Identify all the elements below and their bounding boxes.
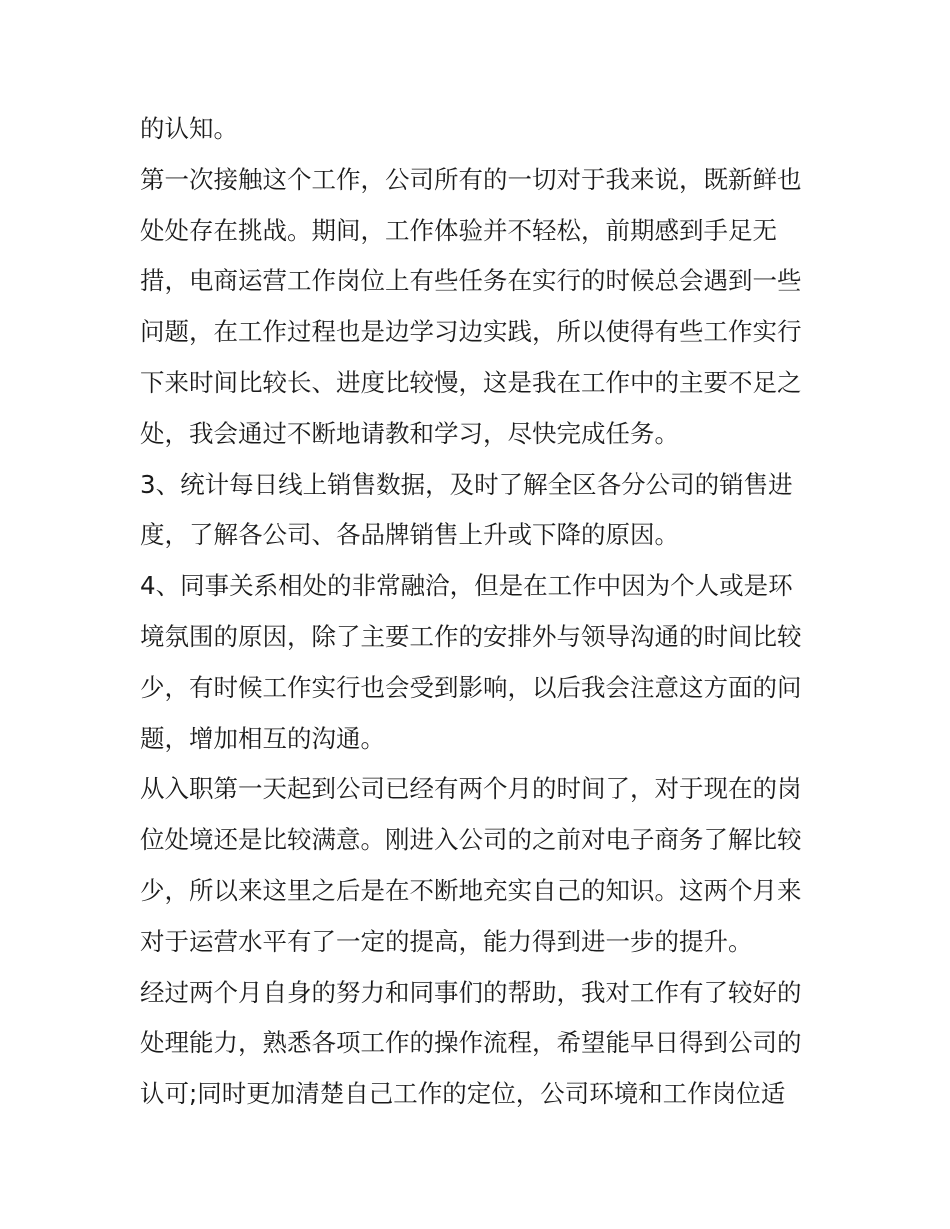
text-line: 少，有时候工作实行也会受到影响，以后我会注意这方面的问 bbox=[140, 672, 802, 702]
text-line: 第一次接触这个工作，公司所有的一切对于我来说，既新鲜也 bbox=[140, 164, 802, 194]
text-line: 度，了解各公司、各品牌销售上升或下降的原因。 bbox=[140, 520, 679, 550]
document-body bbox=[140, 104, 820, 1120]
text-line: 措，电商运营工作岗位上有些任务在实行的时候总会遇到一些 bbox=[140, 266, 802, 296]
text-line: 问题，在工作过程也是边学习边实践，所以使得有些工作实行 bbox=[140, 317, 802, 347]
text-line: 处，我会通过不断地请教和学习，尽快完成任务。 bbox=[140, 418, 679, 448]
text-line: 处理能力，熟悉各项工作的操作流程，希望能早日得到公司的 bbox=[140, 1028, 802, 1058]
text-line: 4、同事关系相处的非常融洽，但是在工作中因为个人或是环 bbox=[140, 571, 793, 601]
text-line: 处处存在挑战。期间，工作体验并不轻松，前期感到手足无 bbox=[140, 215, 777, 245]
text-line: 认可;同时更加清楚自己工作的定位，公司环境和工作岗位适 bbox=[140, 1079, 786, 1109]
text-line: 位处境还是比较满意。刚进入公司的之前对电子商务了解比较 bbox=[140, 825, 802, 855]
text-line: 境氛围的原因，除了主要工作的安排外与领导沟通的时间比较 bbox=[140, 621, 802, 651]
text-line: 对于运营水平有了一定的提高，能力得到进一步的提升。 bbox=[140, 926, 753, 956]
text-line: 3、统计每日线上销售数据，及时了解全区各分公司的销售进 bbox=[140, 469, 793, 499]
text-line: 题，增加相互的沟通。 bbox=[140, 723, 385, 753]
text-line: 的认知。 bbox=[140, 114, 238, 143]
text-line: 下来时间比较长、进度比较慢，这是我在工作中的主要不足之 bbox=[140, 367, 802, 397]
text-line: 从入职第一天起到公司已经有两个月的时间了，对于现在的岗 bbox=[140, 774, 802, 804]
text-line: 经过两个月自身的努力和同事们的帮助，我对工作有了较好的 bbox=[140, 977, 802, 1007]
text-line: 少，所以来这里之后是在不断地充实自己的知识。这两个月来 bbox=[140, 875, 802, 905]
